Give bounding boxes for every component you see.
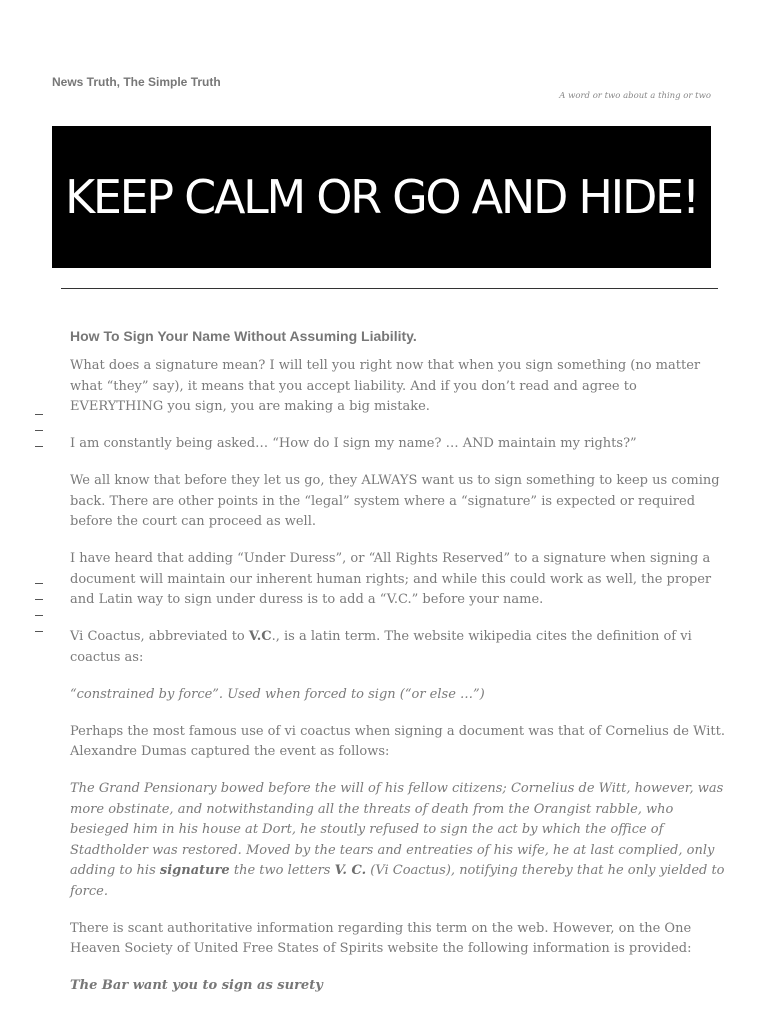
margin-dash	[35, 599, 43, 600]
site-tagline: A word or two about a thing or two	[559, 91, 711, 101]
margin-dash	[35, 583, 43, 584]
text-run: Vi Coactus, abbreviated to	[70, 629, 249, 644]
section-subhead: The Bar want you to sign as surety	[70, 978, 323, 993]
paragraph: I am constantly being asked… “How do I sign my name? … AND maintain my rights?”	[70, 436, 637, 451]
margin-dash	[35, 446, 43, 447]
text-run: ., is a latin term. The website wikipedia cites the definition of vi coactus as:	[70, 629, 692, 665]
article-body	[70, 326, 726, 1013]
margin-dash	[35, 615, 43, 616]
site-title[interactable]: News Truth, The Simple Truth	[52, 75, 221, 89]
paragraph: I have heard that adding “Under Duress”, or “All Rights Reserved” to a signature when signing a document will maintain our inherent human rights; and while this could work as well, the proper and Latin way to sign under duress is to add a “V.C.” before your name.	[70, 551, 712, 607]
text-run: The Grand Pensionary bowed before the will of his fellow citizens; Cornelius de Witt, however, was more obstinate, and notwithstanding all the threats of death from the Orangist rabble, who besieged him in his house at Dort, he stoutly refused to sign the act by which the office of Stadtholder was restored. Moved by the tears and entreaties of his wife, he at last complied, only adding to his	[70, 781, 724, 878]
bold-term: V.C	[248, 629, 272, 644]
article-title: How To Sign Your Name Without Assuming Liability.	[70, 328, 417, 344]
paragraph: What does a signature mean? I will tell you right now that when you sign something (no matter what “they” say), it means that you accept liability. And if you don’t read and agree to EVERYTHING you sign, you are making a big mistake.	[70, 358, 701, 414]
header-banner	[52, 126, 711, 268]
margin-marks	[35, 414, 43, 462]
margin-dash	[35, 631, 43, 632]
text-run: the two letters	[229, 863, 335, 878]
margin-dash	[35, 430, 43, 431]
text-run: (Vi Coactus), notifying thereby that he only yielded to force.	[70, 863, 725, 899]
margin-marks	[35, 583, 43, 647]
paragraph: Perhaps the most famous use of vi coactus when signing a document was that of Cornelius de Witt. Alexandre Dumas captured the event as follows:	[70, 723, 725, 759]
banner-text: KEEP CALM OR GO AND HIDE!	[65, 170, 698, 224]
divider	[61, 288, 718, 289]
paragraph: There is scant authoritative information regarding this term on the web. However, on the One Heaven Society of United Free States of Spirits website the following information is provided:	[70, 920, 692, 956]
bold-term: V. C.	[334, 863, 367, 878]
margin-dash	[35, 414, 43, 415]
paragraph: We all know that before they let us go, they ALWAYS want us to sign something to keep us coming back. There are other points in the “legal” system where a “signature” is expected or required before the court can proceed as well.	[70, 473, 720, 529]
bold-term: signature	[159, 863, 230, 878]
paragraph	[70, 627, 726, 668]
definition-quote: “constrained by force”. Used when forced to sign (“or else …”)	[70, 686, 485, 702]
dumas-quote	[70, 779, 726, 902]
